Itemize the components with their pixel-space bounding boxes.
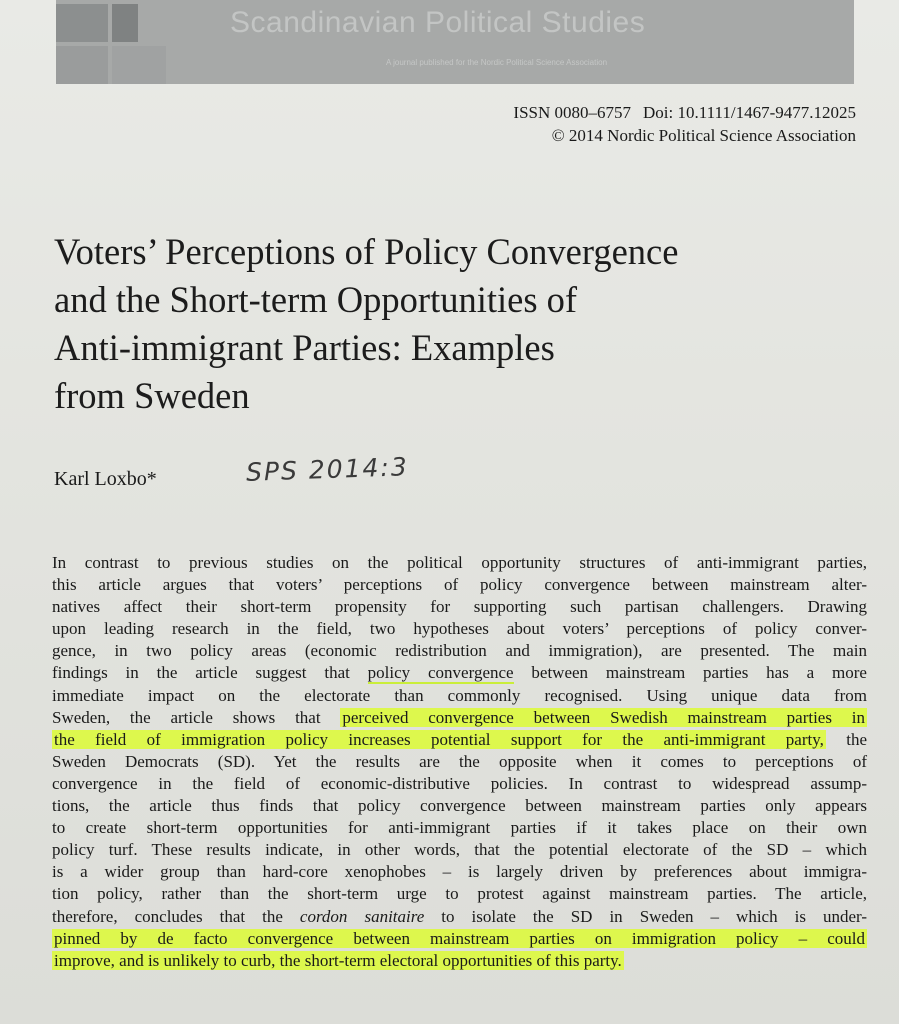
journal-title: Scandinavian Political Studies <box>230 6 646 39</box>
handwritten-annotation: SPS 2014:3 <box>245 452 410 487</box>
journal-logo-blocks <box>56 4 166 84</box>
underlined-phrase: policy convergence <box>367 663 514 683</box>
abstract-line: Sweden Democrats (SD). Yet the results are the opposite when it comes to perceptions of <box>52 751 867 771</box>
abstract-line: therefore, concludes that the cordon sanitaire to isolate the SD in Sweden – which is under- <box>52 906 868 926</box>
highlighted-text: perceived convergence between Swedish mainstream parties in <box>342 707 865 727</box>
abstract <box>52 552 867 972</box>
abstract-line: to create short-term opportunities for anti-immigrant parties if it takes place on their own <box>52 818 867 838</box>
abstract-line <box>52 928 867 950</box>
title-line: from Sweden <box>54 375 250 416</box>
highlighted-text: the field of immigration policy increases potential support for the anti-immigrant party, <box>54 729 824 749</box>
title-line: Anti-immigrant Parties: Examples <box>54 327 555 368</box>
doi: Doi: 10.1111/1467-9477.12025 <box>643 103 856 122</box>
italic-term: cordon sanitaire <box>299 906 425 926</box>
abstract-line: Sweden, the article shows that perceived convergence between Swedish mainstream parties in <box>52 707 865 727</box>
abstract-line: tions, the article thus finds that policy convergence between mainstream parties only appears <box>52 796 867 816</box>
abstract-line: In contrast to previous studies on the political opportunity structures of anti-immigrant parties, <box>52 553 867 572</box>
abstract-line: convergence in the field of economic-distributive policies. In contrast to widespread assump- <box>52 773 867 793</box>
abstract-line: tion policy, rather than the short-term urge to protest against mainstream parties. The article, <box>52 884 867 904</box>
abstract-line: policy turf. These results indicate, in other words, that the potential electorate of the SD – which <box>52 840 867 860</box>
abstract-line: is a wider group than hard-core xenophobes – is largely driven by preferences about immigra- <box>52 862 867 882</box>
highlighted-text: improve, and is unlikely to curb, the short-term electoral opportunities of this party. <box>54 950 622 970</box>
journal-subtitle: A journal published for the Nordic Political Science Association <box>386 58 608 67</box>
abstract-line <box>52 950 867 972</box>
abstract-line: gence, in two policy areas (economic redistribution and immigration), are presented. The main <box>52 641 867 661</box>
copyright: © 2014 Nordic Political Science Association <box>551 126 856 145</box>
abstract-line: natives affect their short-term propensity for supporting such partisan challengers. Drawing <box>52 597 867 617</box>
abstract-line: this article argues that voters’ perceptions of policy convergence between mainstream alter- <box>52 575 867 595</box>
author-name: Karl Loxbo* <box>54 468 157 490</box>
article-title <box>54 228 854 420</box>
title-line: Voters’ Perceptions of Policy Convergence <box>54 231 679 272</box>
publication-meta <box>513 101 856 147</box>
journal-banner <box>56 0 854 84</box>
abstract-line: the field of immigration policy increases potential support for the anti-immigrant party, the <box>54 729 867 749</box>
abstract-line: upon leading research in the field, two hypotheses about voters’ perceptions of policy conver- <box>52 619 867 639</box>
abstract-line: immediate impact on the electorate than commonly recognised. Using unique data from <box>52 685 867 705</box>
highlighted-text: pinned by de facto convergence between mainstream parties on immigration policy – could <box>54 928 865 948</box>
abstract-line: findings in the article suggest that policy convergence between mainstream parties has a more <box>52 663 867 683</box>
title-line: and the Short-term Opportunities of <box>54 279 578 320</box>
issn: ISSN 0080–6757 <box>513 103 632 122</box>
